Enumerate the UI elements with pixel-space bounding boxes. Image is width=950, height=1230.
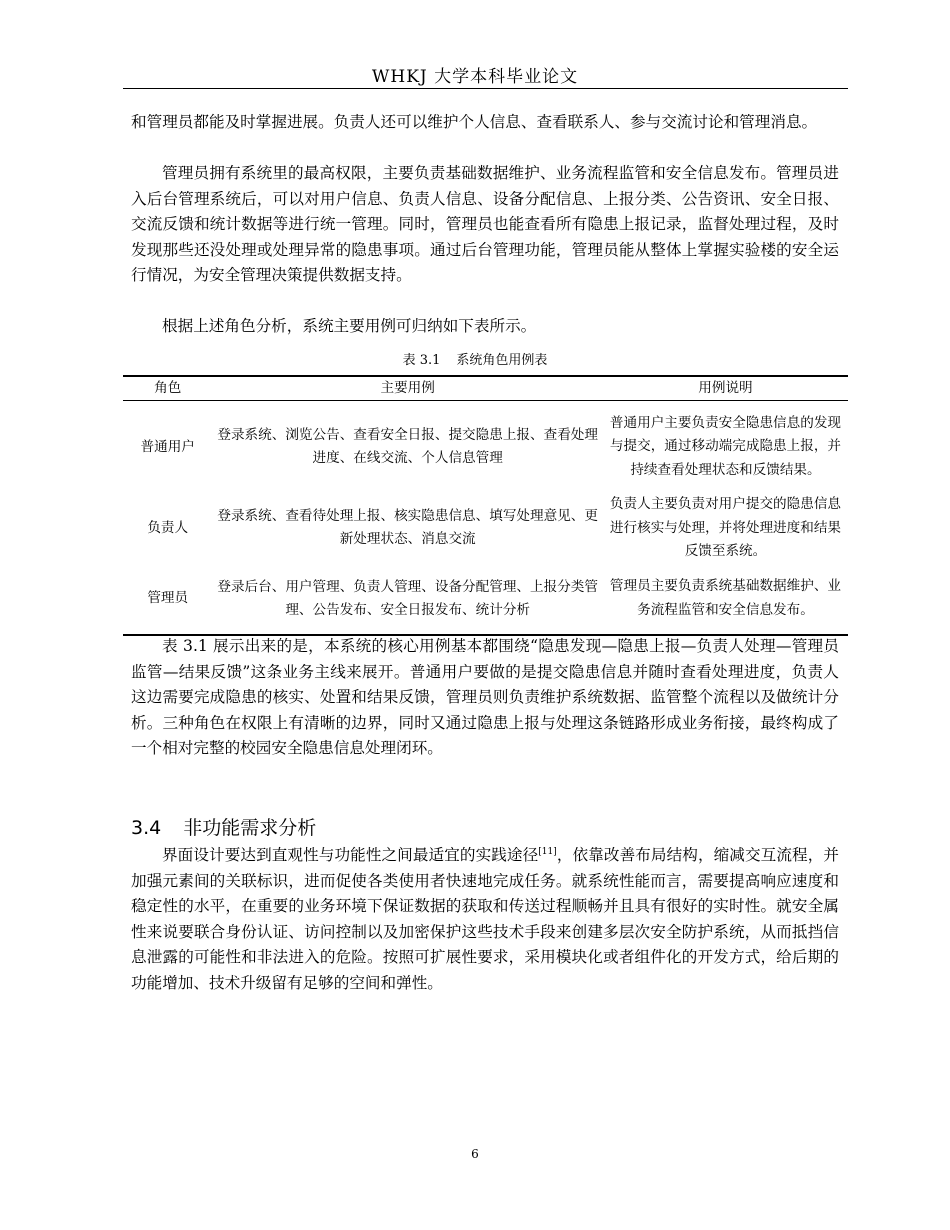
paragraph-admin-role: 管理员拥有系统里的最高权限，主要负责基础数据维护、业务流程监管和安全信息发布。管理员进入后台管理系统后，可以对用户信息、负责人信息、设备分配信息、上报分类、公告资讯、安全日报、交流反馈和统计数据等进行统一管理。同时，管理员也能查看所有隐患上报记录，监督处理过程，及时发现那些还没处理或处理异常的隐患事项。通过后台管理功能，管理员能从整体上掌握实验楼的安全运行情况，为安全管理决策提供数据支持。	[131, 164, 839, 284]
table-row	[123, 493, 848, 564]
header-rule	[123, 88, 848, 89]
cell-description: 管理员主要负责系统基础数据维护、业务流程监管和安全信息发布。	[603, 564, 848, 635]
section-number: 3.4	[131, 817, 162, 839]
section-title: 非功能需求分析	[183, 817, 317, 839]
cell-role: 管理员	[123, 564, 212, 635]
cell-role: 负责人	[147, 519, 189, 536]
cell-usecases: 登录后台、用户管理、负责人管理、设备分配管理、上报分类管理、公告发布、安全日报发布、统计分析	[212, 564, 603, 635]
column-header-usecases: 主要用例	[212, 376, 603, 401]
running-header: WHKJ 大学本科毕业论文	[371, 67, 579, 87]
role-usecase-table	[123, 375, 848, 636]
table-caption-title: 系统角色用例表	[456, 353, 548, 368]
paragraph-table-intro: 根据上述角色分析，系统主要用例可归纳如下表所示。	[162, 317, 537, 335]
paragraph-text: 界面设计要达到直观性与功能性之间最适宜的实践途径	[162, 846, 539, 864]
cell-usecases: 登录系统、浏览公告、查看安全日报、提交隐患上报、查看处理进度、在线交流、个人信息管理	[217, 427, 598, 466]
column-header-role: 角色	[123, 376, 212, 401]
table-caption-number: 表 3.1	[402, 353, 441, 368]
cell-description: 普通用户主要负责安全隐患信息的发现与提交，通过移动端完成隐患上报，并持续查看处理状态和反馈结果。	[609, 414, 842, 478]
cell-usecases: 登录系统、查看待处理上报、核实隐患信息、填写处理意见、更新处理状态、消息交流	[217, 508, 598, 548]
cell-role: 普通用户	[140, 438, 195, 455]
paragraph-table-summary: 表 3.1 展示出来的是，本系统的核心用例基本都围绕“隐患发现—隐患上报—负责人处理—管理员监管—结果反馈”这条业务主线来展开。普通用户要做的是提交隐患信息并随时查看处理进度，负责人这边需要完成隐患的核实、处置和结果反馈，管理员则负责维护系统数据、监管整个流程以及做统计分析。三种角色在权限上有清晰的边界，同时又通过隐患上报与处理这条链路形成业务衔接，最终构成了一个相对完整的校园安全隐患信息处理闭环。	[131, 637, 839, 757]
paragraph-continuation: 和管理员都能及时掌握进展。负责人还可以维护个人信息、查看联系人、参与交流讨论和管理消息。	[131, 113, 818, 131]
column-header-description: 用例说明	[603, 376, 848, 401]
section-heading	[131, 813, 316, 840]
table-row	[123, 401, 848, 494]
page-number: 6	[471, 1147, 479, 1161]
citation-link[interactable]: [11]	[538, 846, 557, 857]
table-row	[123, 564, 848, 635]
paragraph-text: ，依靠改善布局结构，缩减交互流程，并加强元素间的关联标识，进而促使各类使用者快速地完成任务。就系统性能而言，需要提高响应速度和稳定性的水平，在重要的业务环境下保证数据的获取和传送过程顺畅并且具有很好的实时性。就安全属性来说要联合身份认证、访问控制以及加密保护这些技术手段来创建多层次安全防护系统，从而抵挡信息泄露的可能性和非法进入的危险。按照可扩展性要求，采用模块化或者组件化的开发方式，给后期的功能增加、技术升级留有足够的空间和弹性。	[131, 846, 839, 992]
paragraph-nonfunctional	[131, 843, 839, 996]
table-header-row	[123, 376, 848, 401]
table-caption	[0, 352, 950, 370]
cell-description: 负责人主要负责对用户提交的隐患信息进行核实与处理，并将处理进度和结果反馈至系统。	[609, 496, 842, 559]
